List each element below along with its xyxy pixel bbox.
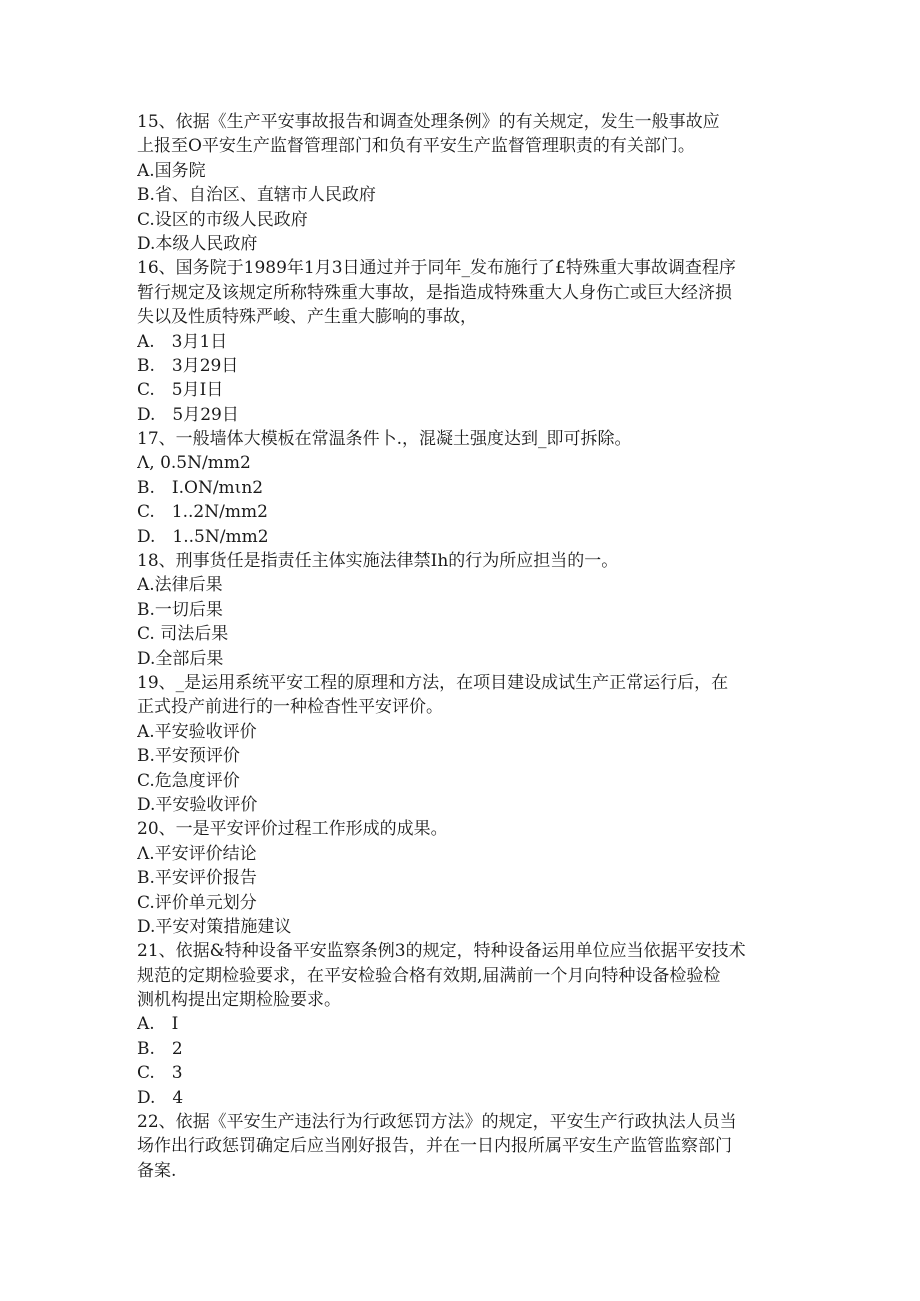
q16-option-b: B. 3月29日 — [137, 355, 239, 376]
q20-line-1: 20、一是平安评价过程工作形成的成果。 — [137, 819, 448, 840]
q17-option-c: C. 1..2N/mm2 — [137, 502, 268, 523]
q21-option-a: A. I — [137, 1014, 179, 1035]
q15-option-b: B.省、自治区、直辖市人民政府 — [137, 185, 376, 206]
q16-line-3: 失以及性质特殊严峻、产生重大膨响的事故， — [137, 307, 477, 328]
q21-line-3: 测机构提出定期检脸要求。 — [137, 990, 341, 1011]
q18-option-a: A.法律后果 — [137, 575, 223, 596]
q16-option-a: A. 3月1日 — [137, 331, 228, 352]
q20-option-b: B.平安评价报告 — [137, 868, 257, 889]
q16-line-1: 16、国务院于1989年1月3日通过并于同年_发布施行了£特殊重大事故调查程序 — [137, 258, 736, 279]
q19-option-b: B.平安预评价 — [137, 746, 240, 767]
q21-line-2: 规范的定期检验要求，在平安检验合格有效期,届满前一个月向特种设备检验检 — [137, 965, 721, 986]
q15-option-a: A.国务院 — [137, 160, 206, 181]
q16-option-d: D. 5月29日 — [137, 404, 239, 425]
q17-option-a: Λ, 0.5N/mm2 — [137, 453, 251, 474]
q20-option-a: Λ.平安评价结论 — [137, 843, 257, 864]
q18-option-c: C. 司法后果 — [137, 624, 229, 645]
q21-option-b: B. 2 — [137, 1038, 183, 1059]
q16-line-2: 暂行规定及该规定所称特殊重大事故，是指造成特殊重大人身伤亡或巨大经济损 — [137, 282, 732, 303]
q15-option-c: C.设区的市级人民政府 — [137, 209, 308, 230]
q21-option-d: D. 4 — [137, 1087, 184, 1108]
q19-line-2: 正式投产前进行的一种检杳性平安评价。 — [137, 697, 443, 718]
q20-option-c: C.评价单元划分 — [137, 892, 257, 913]
q19-option-a: A.平安验收评价 — [137, 721, 257, 742]
q17-option-d: D. 1..5N/mm2 — [137, 526, 269, 547]
q15-line-2: 上报至O平安生产监督管理部门和负有平安生产监督管理职责的有关部门。 — [137, 136, 695, 157]
q15-option-d: D.本级人民政府 — [137, 233, 258, 254]
q21-option-c: C. 3 — [137, 1063, 183, 1084]
q19-option-c: C.危急度评价 — [137, 770, 240, 791]
q22-line-2: 场作出行政惩罚确定后应当刚好报告，并在一日内报所属平安生产监管监察部门 — [137, 1136, 732, 1157]
q16-option-c: C. 5月I日 — [137, 380, 224, 401]
q18-option-d: D.全部后果 — [137, 648, 224, 669]
q22-line-1: 22、依据《平安生产违法行为行政惩罚方法》的规定，平安生产行政执法人员当 — [137, 1112, 737, 1133]
q18-option-b: B.一切后果 — [137, 599, 223, 620]
q17-option-b: B. I.ON/mιn2 — [137, 477, 264, 498]
q20-option-d: D.平安对策措施建议 — [137, 916, 292, 937]
document-page — [137, 110, 787, 1183]
q17-line-1: 17、一般墙体大模板在常温条件卜.，混凝土强度达到_即可拆除。 — [137, 429, 632, 450]
q19-option-d: D.平安验收评价 — [137, 794, 258, 815]
q22-line-3: 备案. — [137, 1160, 177, 1181]
q19-line-1: 19、_是运用系统平安工程的原理和方法，在项目建设成试生产正常运行后，在 — [137, 672, 729, 693]
q18-line-1: 18、刑事货任是指责任主体实施法律禁Ih的行为所应担当的一。 — [137, 551, 619, 572]
q15-line-1: 15、依据《生产平安事故报告和调查处理条例》的有关规定，发生一般事故应 — [137, 112, 720, 132]
q21-line-1: 21、依据&特种设备平安监察条例3的规定，特种设备运用单位应当依据平安技术 — [137, 941, 746, 962]
